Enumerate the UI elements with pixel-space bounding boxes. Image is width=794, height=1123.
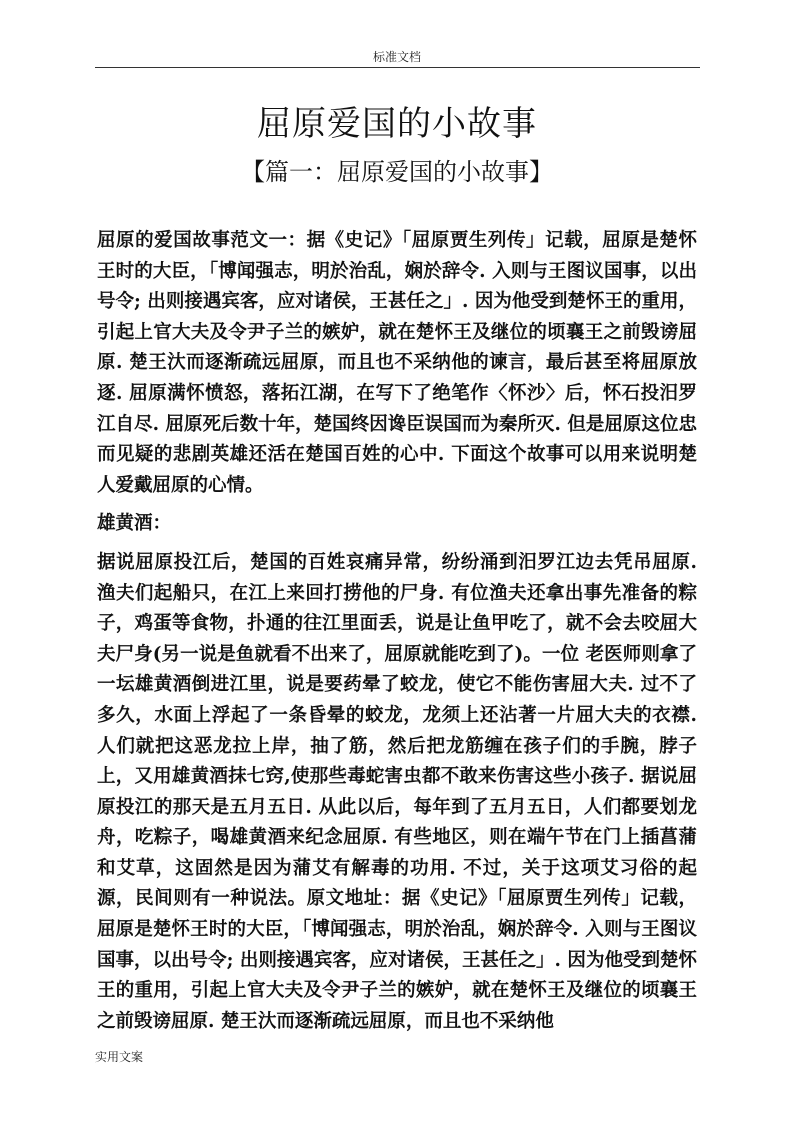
paragraph-story: 据说屈原投江后，楚国的百姓哀痛异常，纷纷涌到汨罗江边去凭吊屈原. 渔夫们起船只，在江上来回打捞他的尸身. 有位渔夫还拿出事先准备的粽子，鸡蛋等食物，扑通的往江里面丢，说是让鱼甲吃了，就不会去咬屈大夫尸身(另一说是鱼就看不出来了，屈原就能吃到了)。一位 老医师则拿了一坛雄黄酒倒进江里，说是要药晕了蛟龙，使它不能伤害屈大夫. 过不了多久，水面上浮起了一条昏晕的蛟龙，龙须上还沾著一片屈大夫的衣襟. 人们就把这恶龙拉上岸，抽了筋，然后把龙筋缠在孩子们的手腕，脖子上，又用雄黄酒抹七窍,使那些毒蛇害虫都不敢来伤害这些小孩子. 据说屈原投江的那天是五月五日. 从此以后，每年到了五月五日，人们都要划龙舟，吃粽子，喝雄黄酒来纪念屈原. 有些地区，则在端午节在门上插菖蒲和艾草，这固然是因为蒲艾有解毒的功用. 不过，关于这项艾习俗的起源，民间则有一种说法。原文地址：据《史记》「屈原贾生列传」记载，屈原是楚怀王时的大臣，「博闻强志，明於治乱，娴於辞令. 入则与王图议国事，以出号令; 出则接遇宾客，应对诸侯，王甚任之」. 因为他受到楚怀王的重用，引起上官大夫及令尹子兰的嫉妒，就在楚怀王及继位的顷襄王之前毁谤屈原. 楚王汏而逐渐疏远屈原，而且也不采纳他 (97, 551, 697, 1032)
paragraph-intro: 屈原的爱国故事范文一：据《史记》「屈原贾生列传」记载，屈原是楚怀王时的大臣，「博闻强志，明於治乱，娴於辞令. 入则与王图议国事，以出号令; 出则接遇宾客，应对诸侯，王甚任之」. 因为他受到楚怀王的重用，引起上官大夫及令尹子兰的嫉妒，就在楚怀王及继位的顷襄王之前毁谤屈原. 楚王汏而逐渐疏远屈原，而且也不采纳他的谏言，最后甚至将屈原放逐. 屈原满怀愤怒，落拓江湖，在写下了绝笔作〈怀沙〉后，怀石投汨罗江自尽. 屈原死后数十年，楚国终因谗臣误国而为秦所灭. 但是屈原这位忠而见疑的悲剧英雄还活在楚国百姓的心中. 下面这个故事可以用来说明楚人爱戴屈原的心情。 (97, 230, 697, 496)
section-heading-realgar-wine: 雄黄酒： (97, 513, 172, 535)
page-header-label: 标准文档 (372, 50, 421, 64)
document-subtitle: 【篇一：屈原爱国的小故事】 (241, 158, 553, 186)
document-title: 屈原爱国的小故事 (257, 104, 537, 144)
header-divider (95, 67, 700, 68)
document-body (97, 226, 697, 1045)
page-footer-label: 实用文案 (95, 1050, 144, 1064)
